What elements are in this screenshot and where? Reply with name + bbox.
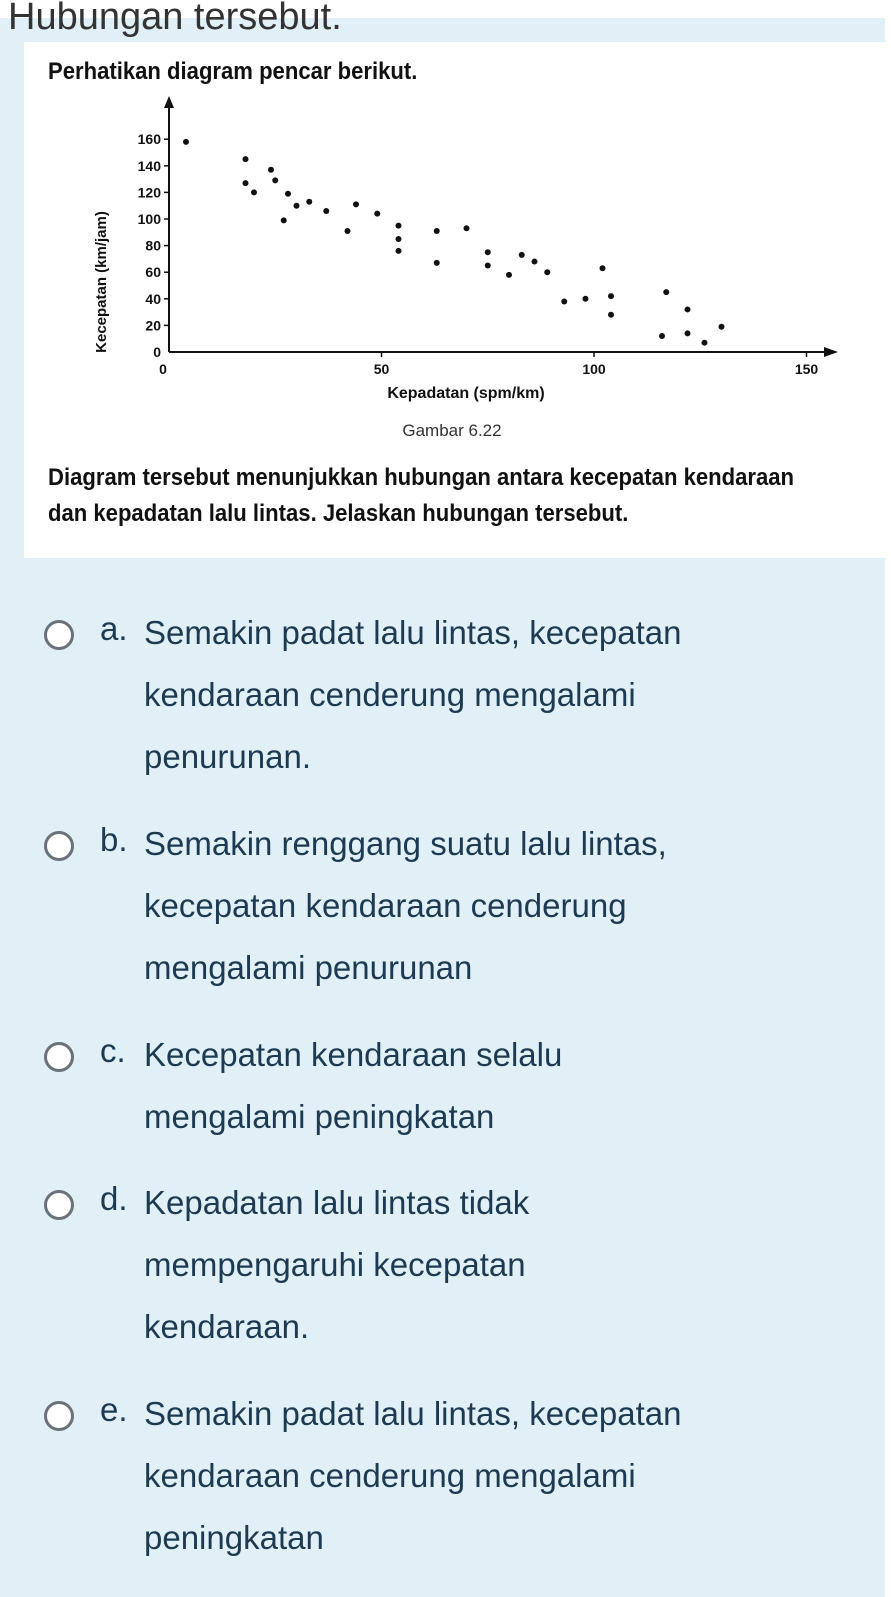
scatter-point (251, 189, 257, 195)
option-line: penurunan. (144, 738, 311, 775)
y-axis-ticks (138, 131, 169, 360)
y-tick-label: 40 (145, 290, 161, 307)
option-line: kecepatan kendaraan cenderung (144, 887, 627, 924)
option-text (144, 1383, 682, 1569)
scatter-point (485, 263, 491, 269)
option-letter: d. (100, 1180, 128, 1217)
x-tick-label: 150 (794, 361, 819, 377)
option-text (144, 1024, 562, 1148)
option-letter: b. (100, 821, 128, 858)
y-tick-label: 0 (153, 344, 161, 360)
scatter-point (659, 333, 665, 339)
scatter-point (396, 236, 402, 242)
scatter-point (345, 228, 351, 234)
option-line: Semakin padat lalu lintas, kecepatan (144, 614, 682, 651)
scatter-point (685, 306, 691, 312)
option-line: peningkatan (144, 1519, 324, 1556)
y-axis-arrow (164, 96, 174, 108)
scatter-point (608, 312, 614, 318)
y-tick-label: 120 (137, 184, 161, 201)
scatter-point (183, 139, 189, 145)
scatter-point (608, 293, 614, 299)
radio-button-e[interactable] (44, 1401, 74, 1431)
x-axis-label: Kepadatan (spm/km) (387, 385, 545, 402)
scatter-point (323, 208, 329, 214)
x-tick-label: 50 (373, 361, 390, 377)
question-body-line: dan kepadatan lalu lintas. Jelaskan hubungan tersebut. (48, 500, 629, 527)
scatter-chart (24, 42, 885, 462)
scatter-point (434, 260, 440, 266)
scatter-points (183, 139, 725, 346)
y-tick-label: 140 (137, 157, 161, 174)
scatter-point (294, 203, 300, 209)
y-tick-label: 60 (145, 264, 161, 281)
option-line: mengalami peningkatan (144, 1098, 495, 1135)
option-line: mengalami penurunan (144, 949, 473, 986)
y-tick-label: 160 (137, 131, 161, 148)
option-text (144, 813, 667, 999)
scatter-point (583, 296, 589, 302)
scatter-point (485, 249, 491, 255)
x-axis-arrow (824, 347, 838, 357)
y-tick-label: 80 (145, 237, 161, 254)
option-letter: a. (100, 610, 128, 647)
scatter-point (685, 330, 691, 336)
scatter-point (506, 272, 512, 278)
scatter-point (600, 265, 606, 271)
scatter-point (663, 289, 669, 295)
question-intro: Perhatikan diagram pencar berikut. (48, 58, 418, 85)
figure-caption: Gambar 6.22 (402, 421, 502, 440)
question-body (48, 460, 888, 532)
scatter-point (532, 259, 538, 265)
scatter-point (272, 177, 278, 183)
option-line: Kecepatan kendaraan selalu (144, 1036, 563, 1073)
y-tick-label: 100 (137, 211, 161, 227)
y-tick-label: 20 (145, 317, 161, 334)
radio-button-d[interactable] (44, 1190, 74, 1220)
x-axis-ticks (159, 352, 818, 377)
scatter-point (306, 199, 312, 205)
option-text (144, 602, 682, 788)
scatter-point (396, 223, 402, 229)
scatter-point (374, 211, 380, 217)
option-text (144, 1172, 529, 1358)
scatter-point (702, 340, 708, 346)
x-tick-label: 100 (582, 361, 606, 377)
option-line: Semakin padat lalu lintas, kecepatan (144, 1395, 682, 1432)
scatter-point (464, 225, 470, 231)
scatter-point (434, 228, 440, 234)
scatter-point (396, 248, 402, 254)
x-tick-label: 0 (159, 361, 167, 377)
option-line: Semakin renggang suatu lalu lintas, (144, 825, 667, 862)
scatter-point (281, 217, 287, 223)
question-body-line: Diagram tersebut menunjukkan hubungan antara kecepatan kendaraan (48, 464, 795, 491)
scatter-point (243, 180, 249, 186)
option-line: mempengaruhi kecepatan (144, 1246, 526, 1283)
question-card (24, 42, 885, 558)
radio-button-b[interactable] (44, 831, 74, 861)
option-letter: c. (100, 1032, 126, 1069)
option-line: Kepadatan lalu lintas tidak (144, 1184, 530, 1221)
scatter-point (544, 269, 550, 275)
radio-button-a[interactable] (44, 620, 74, 650)
scatter-point (268, 167, 274, 173)
option-line: kendaraan. (144, 1308, 310, 1345)
radio-button-c[interactable] (44, 1042, 74, 1072)
scatter-point (561, 298, 567, 304)
y-axis-label: Kecepatan (km/jam) (93, 211, 110, 353)
chart-axes (164, 96, 838, 357)
option-line: kendaraan cenderung mengalami (144, 1457, 636, 1494)
scatter-point (719, 324, 725, 330)
option-line: kendaraan cenderung mengalami (144, 676, 636, 713)
scatter-point (243, 156, 249, 162)
scatter-point (519, 252, 525, 258)
scatter-point (353, 201, 359, 207)
option-letter: e. (100, 1391, 128, 1428)
cropped-header-text: Hubungan tersebut. (8, 0, 342, 38)
scatter-point (285, 191, 291, 197)
